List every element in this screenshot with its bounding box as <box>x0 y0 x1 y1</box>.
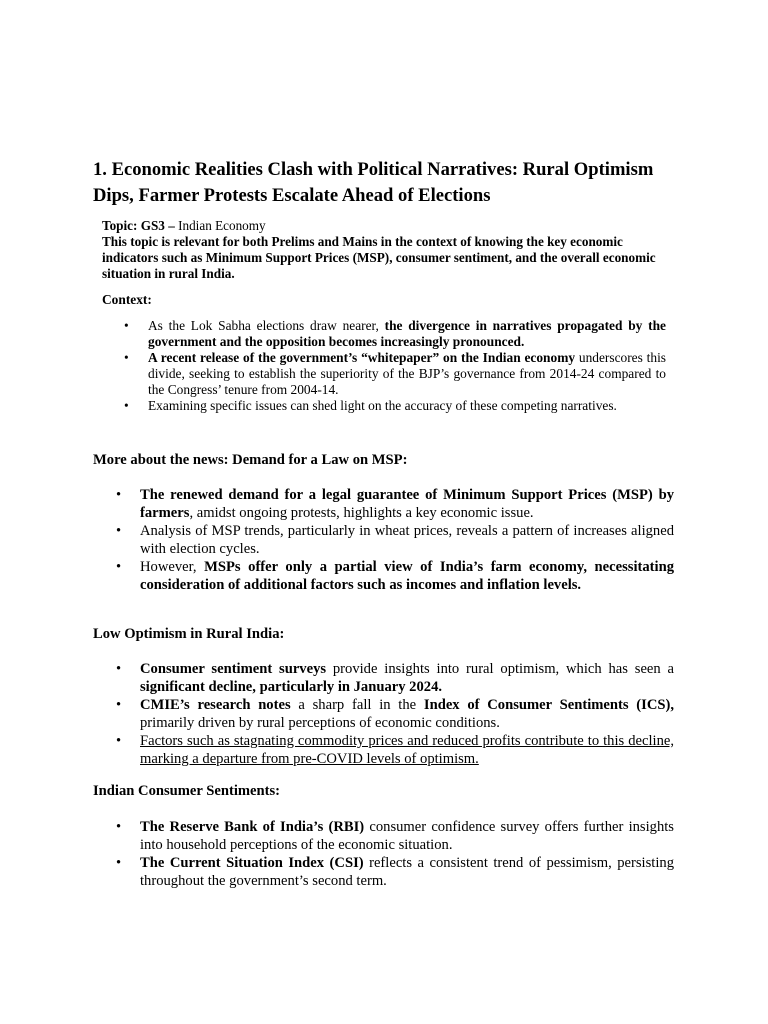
rural-item-text: primarily driven by rural perceptions of economic conditions. <box>140 715 500 731</box>
rural-item <box>140 696 674 732</box>
msp-item-emphasis: MSPs offer only a partial view of India’s farm economy, necessitating consideration of additional factors such as incomes and inflation levels. <box>140 559 674 593</box>
rural-item-emphasis: significant decline, particularly in January 2024. <box>140 679 443 695</box>
context-item-emphasis: A recent release of the government’s “whitepaper” on the Indian economy <box>148 350 576 365</box>
sentiments-list <box>140 818 674 890</box>
topic-label: Topic: GS3 – <box>102 218 175 233</box>
rural-item <box>140 660 674 696</box>
context-item-text: Examining specific issues can shed light on the accuracy of these competing narratives. <box>148 398 617 413</box>
topic-line <box>102 218 672 234</box>
topic-relevance: This topic is relevant for both Prelims and Mains in the context of knowing the key economic indicators such as Minimum Support Prices (MSP), consumer sentiment, and the overall economic situation in rural India. <box>102 234 656 281</box>
sentiments-heading: Indian Consumer Sentiments: <box>93 783 281 799</box>
context-item <box>148 398 666 414</box>
sentiments-item-text: consumer confidence survey offers further insights into household perceptions of the economic situation. <box>140 819 674 853</box>
rural-item-emphasis: Consumer sentiment surveys <box>140 661 327 677</box>
context-item-emphasis: the divergence in narratives propagated by the government and the opposition becomes increasingly pronounced. <box>148 318 666 349</box>
rural-heading: Low Optimism in Rural India: <box>93 626 285 642</box>
msp-item-text: However, <box>140 559 205 575</box>
rural-item <box>140 732 674 768</box>
rural-item-emphasis: Index of Consumer Sentiments (ICS), <box>423 697 674 713</box>
context-heading: Context: <box>102 292 152 307</box>
context-item-text: underscores this divide, seeking to establish the superiority of the BJP’s governance from 2014-24 compared to the Congress’ tenure from 2004-14. <box>148 350 666 397</box>
context-item <box>148 318 666 350</box>
msp-item <box>140 486 674 522</box>
msp-heading: More about the news: Demand for a Law on MSP: <box>93 452 408 468</box>
topic-value: Indian Economy <box>174 218 266 233</box>
sentiments-item-text: reflects a consistent trend of pessimism, persisting throughout the government’s second term. <box>140 855 674 889</box>
topic-block <box>102 218 672 282</box>
article-title: 1. Economic Realities Clash with Political Narratives: Rural Optimism Dips, Farmer Protests Escalate Ahead of Elections <box>93 159 654 206</box>
rural-item-emphasis: CMIE’s research notes <box>140 697 291 713</box>
sentiments-item-emphasis: The Current Situation Index (CSI) <box>140 855 364 871</box>
msp-list <box>140 486 674 594</box>
rural-item-underlined: Factors such as stagnating commodity prices and reduced profits contribute to this decline, marking a departure from pre-COVID levels of optimism. <box>140 733 674 767</box>
context-list <box>148 318 666 414</box>
rural-list <box>140 660 674 768</box>
msp-item-emphasis: The renewed demand for a legal guarantee of Minimum Support Prices (MSP) by farmers <box>140 487 674 521</box>
msp-item-text: Analysis of MSP trends, particularly in wheat prices, reveals a pattern of increases aligned with election cycles. <box>140 523 674 557</box>
msp-item-text: , amidst ongoing protests, highlights a key economic issue. <box>189 505 534 521</box>
msp-item <box>140 558 674 594</box>
rural-item-text: provide insights into rural optimism, which has seen a <box>326 661 674 677</box>
sentiments-item <box>140 818 674 854</box>
context-item <box>148 350 666 398</box>
sentiments-item-emphasis: The Reserve Bank of India’s (RBI) <box>140 819 365 835</box>
rural-item-text: a sharp fall in the <box>290 697 424 713</box>
sentiments-item <box>140 854 674 890</box>
msp-item <box>140 522 674 558</box>
context-item-text: As the Lok Sabha elections draw nearer, <box>148 318 385 333</box>
